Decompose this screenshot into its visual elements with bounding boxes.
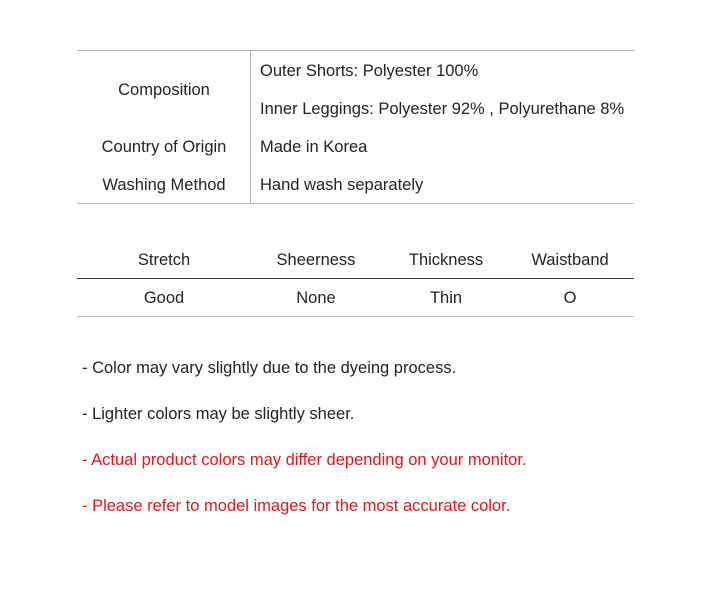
attr-header-stretch: Stretch <box>137 251 191 269</box>
attr-bottom-border <box>77 316 634 317</box>
spec-value-country-of-origin: Made in Korea <box>260 138 368 156</box>
note-lighter-colors-sheer: - Lighter colors may be slightly sheer. <box>82 405 355 423</box>
attr-value-sheerness: None <box>296 289 336 307</box>
note-color-variation: - Color may vary slightly due to the dyeing process. <box>82 359 457 377</box>
attr-header-divider <box>77 278 634 279</box>
spec-value-outer-shorts: Outer Shorts: Polyester 100% <box>260 62 479 80</box>
spec-label-washing-method: Washing Method <box>102 176 226 194</box>
fabric-attributes-table <box>77 240 634 317</box>
attr-header-sheerness: Sheerness <box>276 251 356 269</box>
note-monitor-color-difference: - Actual product colors may differ depending on your monitor. <box>82 451 527 469</box>
spec-label-composition: Composition <box>118 81 210 99</box>
spec-value-inner-leggings: Inner Leggings: Polyester 92% , Polyurethane 8% <box>260 100 625 118</box>
attr-header-thickness: Thickness <box>408 251 484 269</box>
spec-label-country-of-origin: Country of Origin <box>101 138 227 156</box>
attr-header-waistband: Waistband <box>531 251 609 269</box>
attr-value-thickness: Thin <box>429 289 463 307</box>
product-spec-table <box>77 50 634 204</box>
spec-value-washing-method: Hand wash separately <box>260 176 424 194</box>
note-refer-model-images: - Please refer to model images for the most accurate color. <box>82 497 511 515</box>
attr-value-waistband: O <box>563 289 577 307</box>
attr-value-stretch: Good <box>143 289 185 307</box>
